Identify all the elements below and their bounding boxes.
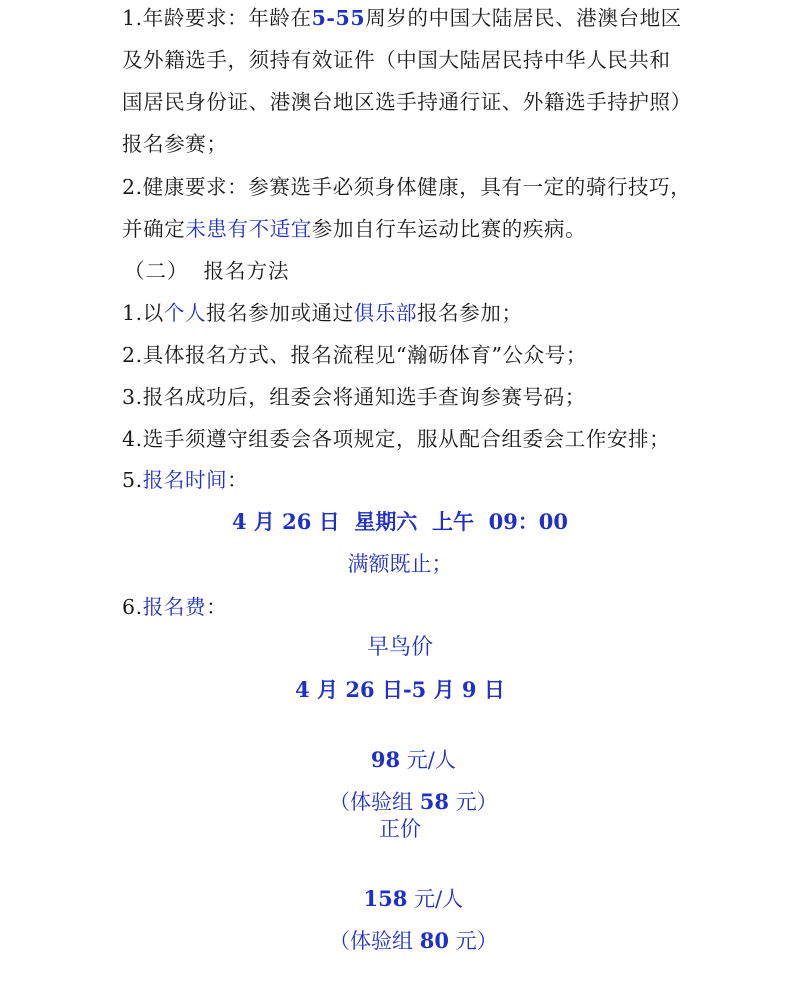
health-requirement-prefix: 并确定 [122,217,186,241]
early-bird-price-number: 98 [370,747,401,772]
age-range: 5-55 [311,6,366,30]
method-item-1-middle: 报名参加或通过 [206,301,354,325]
registration-until: 满额既止； [347,552,453,576]
health-requirement-suffix: 参加自行车运动比赛的疾病。 [311,217,587,241]
age-requirement-line-3: 国居民身份证、港澳台地区选手持通行证、外籍选手持护照） [122,90,692,114]
method-item-1-suffix: 报名参加； [417,301,523,325]
age-requirement-line-2: 及外籍选手，须持有效证件（中国大陆居民持中华人民共和 [122,48,671,72]
regular-price-unit: 元/人 [407,887,464,911]
method-item-3: 3.报名成功后，组委会将通知选手查询参赛号码； [122,385,586,409]
early-bird-trial-number: 58 [419,789,449,814]
early-bird-title: 早鸟价 [366,635,433,660]
method-item-6 [122,593,227,621]
regular-trial-prefix: （体验组 [329,929,420,953]
health-requirement-line-2 [122,215,586,243]
method-item-6-colon: ： [206,595,228,619]
regular-price-number: 158 [363,886,408,911]
registration-time-label: 报名时间 [142,468,228,492]
early-bird-trial-suffix: 元） [448,790,498,814]
method-item-4: 4.选手须遵守组委会各项规定，服从配合组委会工作安排； [122,427,671,451]
age-requirement-suffix: 周岁的中国大陆居民、港澳台地区 [365,6,682,30]
health-requirement-line-1: 2.健康要求：参赛选手必须身体健康，具有一定的骑行技巧， [122,175,692,199]
regular-price-title: 正价 [379,817,421,841]
section-heading-registration-method: （二） 报名方法 [124,259,290,283]
registration-fee-label: 报名费 [142,595,207,619]
regular-trial-suffix: 元） [448,929,498,953]
method-item-5-prefix: 5. [122,468,143,492]
method-club: 俱乐部 [353,301,418,325]
method-item-2: 2.具体报名方式、报名流程见“瀚砺体育”公众号； [122,343,587,367]
early-bird-period: 4 月 26 日-5 月 9 日 [295,677,505,702]
early-bird-trial-prefix: （体验组 [329,790,420,814]
method-item-5 [122,466,248,494]
age-requirement-line-4: 报名参赛； [122,132,228,156]
regular-trial-number: 80 [419,928,449,953]
method-item-1 [122,299,523,327]
registration-datetime: 4 月 26 日 星期六 上午 09：00 [231,509,569,534]
early-bird-price-unit: 元/人 [400,748,456,772]
age-requirement-prefix: 1.年龄要求：年龄在 [122,6,312,30]
regular-trial-price [0,899,800,983]
method-personal: 个人 [163,301,207,325]
health-requirement-highlight: 未患有不适宜 [185,217,312,241]
method-item-1-prefix: 1.以 [122,301,164,325]
method-item-6-prefix: 6. [122,595,143,619]
age-requirement-line-1 [122,4,682,32]
method-item-5-colon: ： [227,468,249,492]
